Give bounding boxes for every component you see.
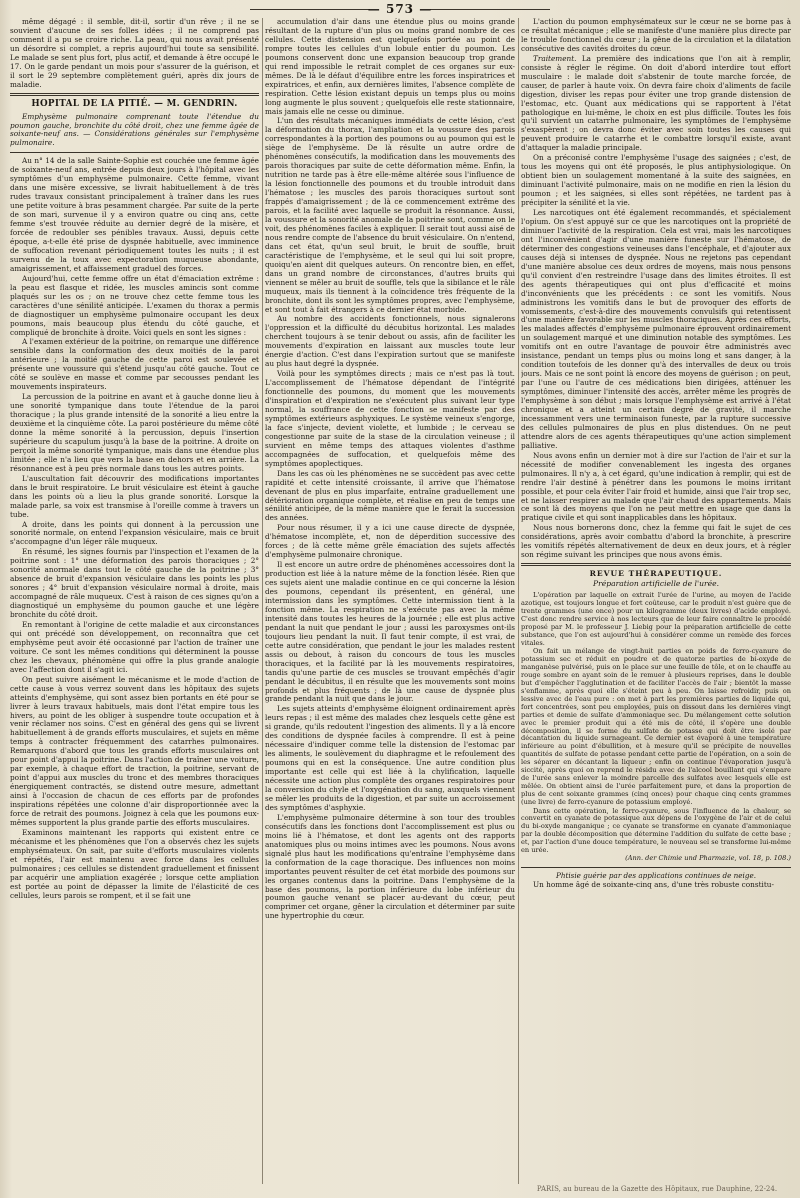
bleed-through-text: [268, 1140, 513, 1190]
page-header: [0, 2, 800, 16]
article-divider: [521, 867, 791, 868]
body-paragraph: A l'examen extérieur de la poitrine, on remarque une différence sensible dans la conformation des deux moitiés de la paroi antérieure ; la moitié gauche de cette paroi est soulevée et présente une voussure qui s'étend jusqu'au côté gauche. Tout ce côté se soulève en masse et comme par secousses pendant les mouvements inspirateurs.: [10, 337, 259, 392]
body-paragraph: L'un des résultats mécaniques immédiats de cette lésion, c'est la déformation du thorax, l'ampliation et la voussure des parois correspondantes à la portion des poumons ou au poumon qui est le siège de l'emphysème. De là résulte un autre ordre de phénomènes consécutifs, la modification dans les mouvements des parois thoraciques par suite de cette déformation même. Enfin, la nutrition ne tarde pas à être elle-même altérée sous l'influence de la lésion fonctionnelle des poumons et du trouble introduit dans l'hématose ; les muscles des parois thoraciques surtout sont frappés d'amaigrissement ; de là ce commencement extrême des parois, et la facilité avec laquelle se produit la résonnance. Aussi, la voussure et la sonorité anomale de la poitrine sont, comme on le voit, des phénomènes faciles à expliquer. Il serait tout aussi aisé de nous rendre compte de l'absence du bruit vésiculaire. On n'entend, dans cet état, qu'un seul bruit, le bruit de souffle, bruit caractéristique de l'emphysème, et le seul qui lui soit propre, quoiqu'en aient dit quelques auteurs. On rencontre bien, en effet, dans un grand nombre de circonstances, d'autres bruits qui viennent se mêler au bruit de souffle, tels que la sibilance et le râle muqueux, mais ils tiennent à la coïncidence très fréquente de la bronchite, dont ils sont les symptômes propres, avec l'emphysème, et sont tout à fait étrangers à ce dernier état morbide.: [265, 116, 515, 314]
body-paragraph: L'action du poumon emphysémateux sur le cœur ne se borne pas à ce résultat mécanique ; elle se manifeste d'une manière plus directe par le trouble fonctionnel du cœur ; la gêne de la circulation et la dilatation consécutive des cavités droites du cœur.: [521, 18, 791, 53]
section-divider: [521, 563, 791, 566]
source-citation: (Ann. der Chimie und Pharmazie, vol. 18, p. 108.): [625, 854, 791, 862]
body-paragraph: accumulation d'air dans une étendue plus ou moins grande résultant de la rupture d'un plus ou moins grand nombre de ces cellules. Cette distension est quelquefois portée au point de rompre toutes les cellules d'un lobule entier du poumon. Les poumons conservent donc une expansion beaucoup trop grande qui rend impossible le retrait complet de ces organes sur eux-mêmes. De là le défaut d'équilibre entre les forces inspiratrices et expiratrices, et enfin, aux dernières limites, l'absence complète de respiration. Cette lésion existant depuis un temps plus ou moins long augmente le plus souvent ; quelquefois elle reste stationnaire, mais jamais elle ne cesse ou diminue.: [265, 18, 515, 116]
column-2-body: [265, 18, 515, 921]
body-paragraph: Traitement. La première des indications que l'on ait à remplir, consiste à régler le régime. On doit d'abord interdire tout effort musculaire : le malade doit s'abstenir de toute marche forcée, de causer, de parler à haute voix. On devra faire choix d'aliments de facile digestion, diviser les repas pour éviter une trop grande distension de l'estomac, etc. Quant aux médications qui se rapportent à l'état pathologique en lui-même, le choix en est plus difficile. Toutes les fois qu'il survient un catarrhe pulmonaire, les symptômes de l'emphysème s'exaspèrent ; on devra donc éviter avec soin toutes les causes qui peuvent produire le catarrhe et le combattre lorsqu'il existe, avant d'attaquer la maladie principale.: [521, 53, 791, 153]
body-paragraph: Les sujets atteints d'emphysème éloignent ordinairement après leurs repas ; il est même des malades chez lesquels cette gêne est si grande, qu'ils redoutent l'ingestion des aliments. Il y a là encore des conditions de dyspnée faciles à comprendre. Il est à peine nécessaire d'indiquer comme telle la distension de l'estomac par les aliments, le soulèvement du diaphragme et le refoulement des poumons qui en est la conséquence. Une autre condition plus importante est celle qui est liée à la chylification, laquelle nécessite une action plus complète des organes respiratoires pour la conversion du chyle et l'oxygénation du sang, auxquels viennent se mêler les produits de la digestion, et par suite un accroissement des symptômes d'asphyxie.: [265, 704, 515, 812]
article-title: Phtisie guérie par des applications continues de neige.: [556, 870, 756, 880]
body-paragraph: Pour nous résumer, il y a ici une cause directe de dyspnée, d'hématose incomplète, et, non de déperdition successive des forces ; de là cette même grêle émaciation des sujets affectés d'emphysème pulmonaire chronique.: [265, 523, 515, 560]
body-paragraph: Dans les cas où les phénomènes ne se succèdent pas avec cette rapidité et cette intensité croissante, il arrive que l'hématose devenant de plus en plus imparfaite, entraîne graduellement une détérioration organique complète, et réalise en peu de temps une sénilité anticipée, de la même manière que le ferait la succession des années.: [265, 468, 515, 523]
body-paragraph: L'emphysème pulmonaire détermine à son tour des troubles consécutifs dans les fonctions dont l'accomplissement est plus ou moins lié à l'hématose, et dont les agents ont des rapports anatomiques plus ou moins intimes avec les poumons. Nous avons signalé plus haut les modifications qu'entraîne l'emphysème dans la conformation de la cage thoracique. Des influences non moins importantes peuvent résulter de cet état morbide des poumons sur les organes contenus dans la poitrine. Dans l'emphysème de la base des poumons, la portion inférieure du lobe inférieur du poumon gauche venant se placer au-devant du cœur, peut comprimer cet organe, gêner la circulation et déterminer par suite une hypertrophie du cœur.: [265, 812, 515, 921]
section-title: REVUE THÉRAPEUTIQUE.: [589, 569, 723, 579]
small-paragraph: Dans cette opération, le ferro-cyanure, sous l'influence de la chaleur, se convertit en cyanate de potassique aux dépens de l'oxygène de l'air et de celui du bi-oxyde manganique ; ce cyanate se transforme en cyanate d'ammoniaque par la double décomposition que détermine l'addition du sulfate de cette base ; et, par l'action d'une douce température, le nouveau sel se transforme lui-même en urée.: [521, 806, 791, 855]
body-paragraph: Nous nous bornerons donc, chez la femme qui fait le sujet de ces considérations, après avoir combattu d'abord la bronchite, à prescrire les vomitifs répétés alternativement de deux en deux jours, et à régler son régime suivant les principes que nous avons émis.: [521, 523, 791, 560]
page-number-value: 573: [385, 2, 415, 16]
column-2: [265, 18, 515, 1143]
body-paragraph: Au n° 14 de la salle Sainte-Sophie est couchée une femme âgée de soixante-neuf ans, entrée depuis deux jours à l'hôpital avec les symptômes d'un emphysème pulmonaire. Cette femme, vivant dans une misère excessive, se livrait habituellement à de très rudes travaux consistant principalement à traîner dans les rues une petite voiture à bras pesamment chargée. Par suite de la perte de son mari, survenue il y a environ quatre ou cinq ans, cette femme s'est trouvée réduite au dernier degré de la misère, et forcée de redoubler ses pénibles travaux. Aussi, depuis cette époque, a-t-elle été prise de dyspnée habituelle, avec imminence de suffocation revenant périodiquement toutes les nuits ; il est survenu de la toux avec expectoration muqueuse abondante, amaigrissement, et affaissement graduel des forces.: [10, 156, 259, 273]
subsection-title: Préparation artificielle de l'urée.: [593, 579, 719, 589]
section-divider: [10, 93, 259, 96]
page-footer: PARIS, au bureau de la Gazette des Hôpitaux, rue Dauphine, 22-24.: [536, 1185, 778, 1193]
body-paragraph: Il est encore un autre ordre de phénomènes accessoires dont la production est liée à la nature même de la fonction lésée. Rien que ces sujets aient une maladie continue en ce qui concerne la lésion des poumons, cependant ils présentent, en général, une intermission dans les symptômes. Cette intermission tient à la fonction même. La respiration ne s'exécute pas avec la même intensité dans toutes les heures de la journée ; elle est plus active pendant la nuit que pendant le jour ; aussi les paroxysmes ont-ils toujours lieu pendant la nuit. Il faut tenir compte, il est vrai, de cette autre considération, que pendant le jour les malades restent assis ou debout, à raison du concours de tous les muscles thoraciques, et la facilité par là les mouvements respiratoires, tandis qu'une partie de ces muscles se trouvant empêchés d'agir pendant le décubitus, il en résulte que les mouvements sont moins profonds et plus fréquents ; de là une cause de dyspnée plus grande pendant la nuit que dans le jour.: [265, 560, 515, 704]
column-3-body: [521, 18, 791, 560]
body-paragraph: L'auscultation fait découvrir des modifications importantes dans le bruit respiratoire. Le bruit vésiculaire est éteint à gauche dans les points où a lieu la plus grande sonorité. Lorsque la malade parle, sa voix est transmise à l'oreille comme à travers un tube.: [10, 473, 259, 519]
body-paragraph: On a préconisé contre l'emphysème l'usage des saignées ; c'est, de tous les moyens qui ont été proposés, le plus antiphysiologique. On obtient bien un soulagement momentané à la suite des saignées, en diminuant l'activité pulmonaire, mais on ne modifie en rien la lésion du poumon ; et les saignées, si elles sont répétées, ne tardent pas à précipiter la sénilité et la vie.: [521, 153, 791, 208]
body-paragraph: A droite, dans les points qui donnent à la percussion une sonorité normale, on entend l'expansion vésiculaire, mais ce bruit s'accompagne d'un léger râle muqueux.: [10, 519, 259, 547]
summary-divider: [10, 152, 259, 153]
body-paragraph: Les narcotiques ont été également recommandés, et spécialement l'opium. On s'est appuyé sur ce que les narcotiques ont la propriété de diminuer l'activité de la respiration. Cela est vrai, mais les narcotiques ont l'inconvénient d'agir d'une manière funeste sur l'hématose, de déterminer des congestions veineuses dans l'encéphale, et d'ajouter aux causes déjà si intenses de dyspnée. Nous ne rejetons pas cependant d'une manière absolue ces deux ordres de moyens, mais nous pensons qu'il convient d'en restreindre l'usage dans des limites étroites. Il est des agents thérapeutiques qui ont plus d'efficacité et moins d'inconvénients que les précédents : ce sont les vomitifs. Nous administrons les vomitifs dans le but de provoquer des efforts de vomissements, c'est-à-dire des mouvements convulsifs qui retentissent d'une manière favorable sur les muscles thoraciques. Après ces efforts, les malades affectés d'emphysème pulmonaire éprouvent ordinairement un soulagement marqué et une diminution notable des symptômes. Les vomitifs ont en outre l'avantage de pouvoir être administrés avec insistance, pendant un temps plus ou moins long et sans danger, à la condition toutefois de les donner qu'à des intervalles de deux ou trois jours. Mais ce ne sont point là encore des moyens de guérison ; on peut, par l'une ou l'autre de ces médications bien dirigées, atténuer les symptômes, diminuer l'intensité des accès, arrêter même les progrès de l'emphysème à son début ; mais lorsque l'emphysème est arrivé à l'état chronique et a atteint un certain degré de gravité, il marche incessamment vers une terminaison funeste, par la rupture successive des cellules pulmonaires de plus en plus distendues. On ne peut attendre alors de ces agents thérapeutiques qu'une action simplement palliative.: [521, 208, 791, 450]
body-paragraph: Voilà pour les symptômes directs ; mais ce n'est pas là tout. L'accomplissement de l'hématose dépendant de l'intégrité fonctionnelle des poumons, du moment que les mouvements d'inspiration et d'expiration ne s'exécutent plus suivant leur type normal, la souffrance de cette fonction se manifeste par des symptômes extérieurs asphyxiques. Le système veineux s'engorge, la face s'injecte, devient violette, et lumbide ; le cerveau se congestionne par suite de la stase de la circulation veineuse ; il survient en même temps des attaques violentes d'asthme accompagnées de suffocation, et quelquefois même des symptômes apoplectiques.: [265, 369, 515, 468]
column-1-body: [10, 157, 259, 900]
case-summary: [10, 113, 259, 149]
column-1: [10, 18, 259, 1186]
column-divider: [262, 18, 263, 1184]
column-divider: [518, 18, 519, 1184]
column-3: [521, 18, 791, 1183]
body-paragraph: On peut suivre aisément le mécanisme et le mode d'action de cette cause à vous verrez souvent dans les hôpitaux des sujets atteints d'emphysème, qui sont assez bien portants en été pour se livrer à leurs travaux habituels, mais dont l'état empire tous les hivers, au point de les obliger à suspendre toute occupation et à venir réclamer nos soins. C'est en général des gens qui se livrent habituellement à de grands efforts musculaires, et sujets en même temps à contracter fréquemment des catarrhes pulmonaires. Remarquons d'abord que tous les grands efforts musculaires ont pour point d'appui la poitrine. Dans l'action de traîner une voiture, par exemple, à chaque effort de traction, la poitrine, servant de point d'appui aux muscles du tronc et des membres thoraciques énergiquement contractés, se distend outre mesure, admettant ainsi à l'occasion de chacun de ces efforts par de profondes inspirations répétées une colonne d'air disproportionnée avec la force de retrait des poumons. Joignez à cela que les poumons eux-mêmes supportent la plus grande partie des efforts musculaires.: [10, 674, 259, 827]
case-summary-text: Emphysème pulmonaire comprenant toute l'étendue du poumon gauche, bronchite du côté droit, chez une femme âgée de soixante-neuf ans. — Considérations générales sur l'emphysème pulmonaire.: [10, 111, 259, 148]
page-number: — 573 —: [367, 2, 433, 16]
article-first-line: Un homme âgé de soixante-cinq ans, d'une très robuste constitu-: [533, 879, 774, 889]
small-paragraph: L'opération par laquelle on extrait l'urée de l'urine, au moyen de l'acide azotique, est toujours longue et fort coûteuse, car le produit n'est guère que de trente grammes (une once) pour un kilogramme (deux livres) d'acide employé. C'est donc rendre service à nos lecteurs que de leur faire connaître le procédé proposé par M. le professeur J. Liebig pour la préparation artificielle de cette substance, que l'on est aujourd'hui à considérer comme un remède des forces vitales.: [521, 591, 791, 647]
body-paragraph: Aujourd'hui, cette femme offre un état d'émaciation extrême : la peau est flasque et ridée, les muscles amincis sont comme plaqués sur les os ; on ne trouve chez cette femme tous les caractères d'une sénilité anticipée. L'examen du thorax a permis de diagnostiquer un emphysème pulmonaire occupant les deux poumons, mais beaucoup plus étendu du côté gauche, et compliqué de bronchite à droite. Voici quels en sont les signes :: [10, 273, 259, 337]
treatment-lead: Traitement.: [533, 53, 577, 63]
intro-paragraph: même dégagé : il semble, dit-il, sortir d'un rêve ; il ne se souvient d'aucune de ses folles idées ; il ne comprend pas comment il a pu se croire riche. La peau, qui nous avait présenté un désordre si complet, a repris aujourd'hui toute sa sensibilité. Le malade se sent plus fort, plus actif, et demande à être occupé le 17. On le garde pendant un mois pour s'assurer de la guérison, et il sort le 29 septembre complètement guéri, après dix jours de maladie.: [10, 18, 259, 89]
therapeutic-review-body: [521, 592, 791, 855]
body-paragraph: En remontant à l'origine de cette maladie et aux circonstances qui ont précédé son développement, on reconnaîtra que cet emphysème peut avoir été occasionné par l'action de traîner une voiture. Ce sont les mêmes conditions qui déterminent la pousse chez les chevaux, phénomène qui offre la plus grande analogie avec l'affection dont il s'agit ici.: [10, 620, 259, 674]
small-paragraph: On fait un mélange de vingt-huit parties en poids de ferro-cyanure de potassium sec et réduit en poudre et de quatorze parties de bi-oxyde de manganèse pulvérisé, puis on le place sur une feuille de tôle, et on le chauffe au rouge sombre en ayant soin de le remuer à plusieurs reprises, dans le double but d'empêcher l'agglutination et de faciliter l'accès de l'air ; bientôt la masse s'enflamme, après quoi elle s'éteint peu à peu. On laisse refroidir, puis on lessive avec de l'eau pure : on met à part les premières parties de liquide qui, fort concentrées, sont peu employées, puis on dissout dans les dernières vingt parties et demie de sulfate d'ammoniaque sec. Du mélangement cette solution avec le premier produit qui a été mis de côté, il s'opère une double décomposition, il se forme du sulfate de potasse qui doit être isolé par décantation du liquide surnageant. Ce dernier est évaporé à une température inférieure au point d'ébullition, et à mesure qu'il se précipite de nouvelles quantités de sulfate de potasse pendant cette partie de l'opération, on a soin de les séparer en décantant la liqueur ; enfin on continue l'évaporation jusqu'à siccité, après quoi on reprend le résidu avec de l'alcool bouillant qui s'empare de l'urée sans enlever la moindre parcelle des sulfates avec lesquels elle est mêlée. On obtient ainsi de l'urée parfaitement pure, et dans la proportion de plus de cent soixante grammes (cinq onces) pour chaque cinq cents grammes (une livre) de ferro-cyanure de potassium employé.: [521, 647, 791, 806]
body-paragraph: La percussion de la poitrine en avant et à gauche donne lieu à une sonorité tympanique dans toute l'étendue de la paroi thoracique ; la plus grande intensité de la sonorité a lieu entre la deuxième et la cinquième côte. La paroi postérieure du même côté donne la même sonorité à la percussion, depuis l'insertion supérieure du scapulum jusqu'à la base de la poitrine. A droite on perçoit la même sonorité tympanique, mais dans une étendue plus limitée ; elle n'a lieu que vers la base en dehors et en arrière. La résonnance est à peu près normale dans tous les autres points.: [10, 392, 259, 473]
body-paragraph: Nous avons enfin un dernier mot à dire sur l'action de l'air et sur la nécessité de modifier convenablement les ingesta des organes pulmonaires. Il n'y a, à cet égard, qu'une indication à remplir, qui est de rendre l'air destiné à pénétrer dans les poumons le moins irritant possible, et pour cela éviter l'air froid et humide, ainsi que l'air trop sec, et ne laisser respirer au malade que l'air chaud des appartements. Mais ce sont là des moyens que l'on ne peut mettre en usage que dans la pratique civile et qui sont inapplicables dans les hôpitaux.: [521, 450, 791, 523]
body-paragraph: En résumé, les signes fournis par l'inspection et l'examen de la poitrine sont : 1° une déformation des parois thoraciques ; 2° sonorité anormale dans tout le côté gauche de la poitrine ; 3° absence de bruit d'expansion vésiculaire dans les points les plus sonores ; 4° bruit d'expansion vésiculaire normal à droite, mais accompagné de râle muqueux. C'est à raison de ces signes qu'on a diagnostiqué un emphysème du poumon gauche et une légère bronchite du côté droit.: [10, 547, 259, 620]
body-paragraph: Examinons maintenant les rapports qui existent entre ce mécanisme et les phénomènes que l'on a observés chez les sujets emphysémateux. On sait, par suite d'efforts musculaires violents et répétés, l'air est maintenu avec force dans les cellules pulmonaires ; ces cellules se distendent graduellement et finissent par acquérir une ampliation exagérée ; lorsque cette ampliation est portée au point de dépasser la limite de l'élasticité de ces cellules, leurs parois se rompent, et il se fait une: [10, 827, 259, 900]
body-paragraph: Au nombre des accidents fonctionnels, nous signalerons l'oppression et la difficulté du décubitus horizontal. Les malades cherchent toujours à se tenir debout ou assis, afin de faciliter les mouvements d'expiration en laissant aux muscles toute leur énergie d'action. C'est dans l'expiration surtout que se manifeste au plus haut degré la dyspnée.: [265, 314, 515, 369]
hospital-title: HOPITAL DE LA PITIÉ. — M. GENDRIN.: [31, 98, 238, 109]
